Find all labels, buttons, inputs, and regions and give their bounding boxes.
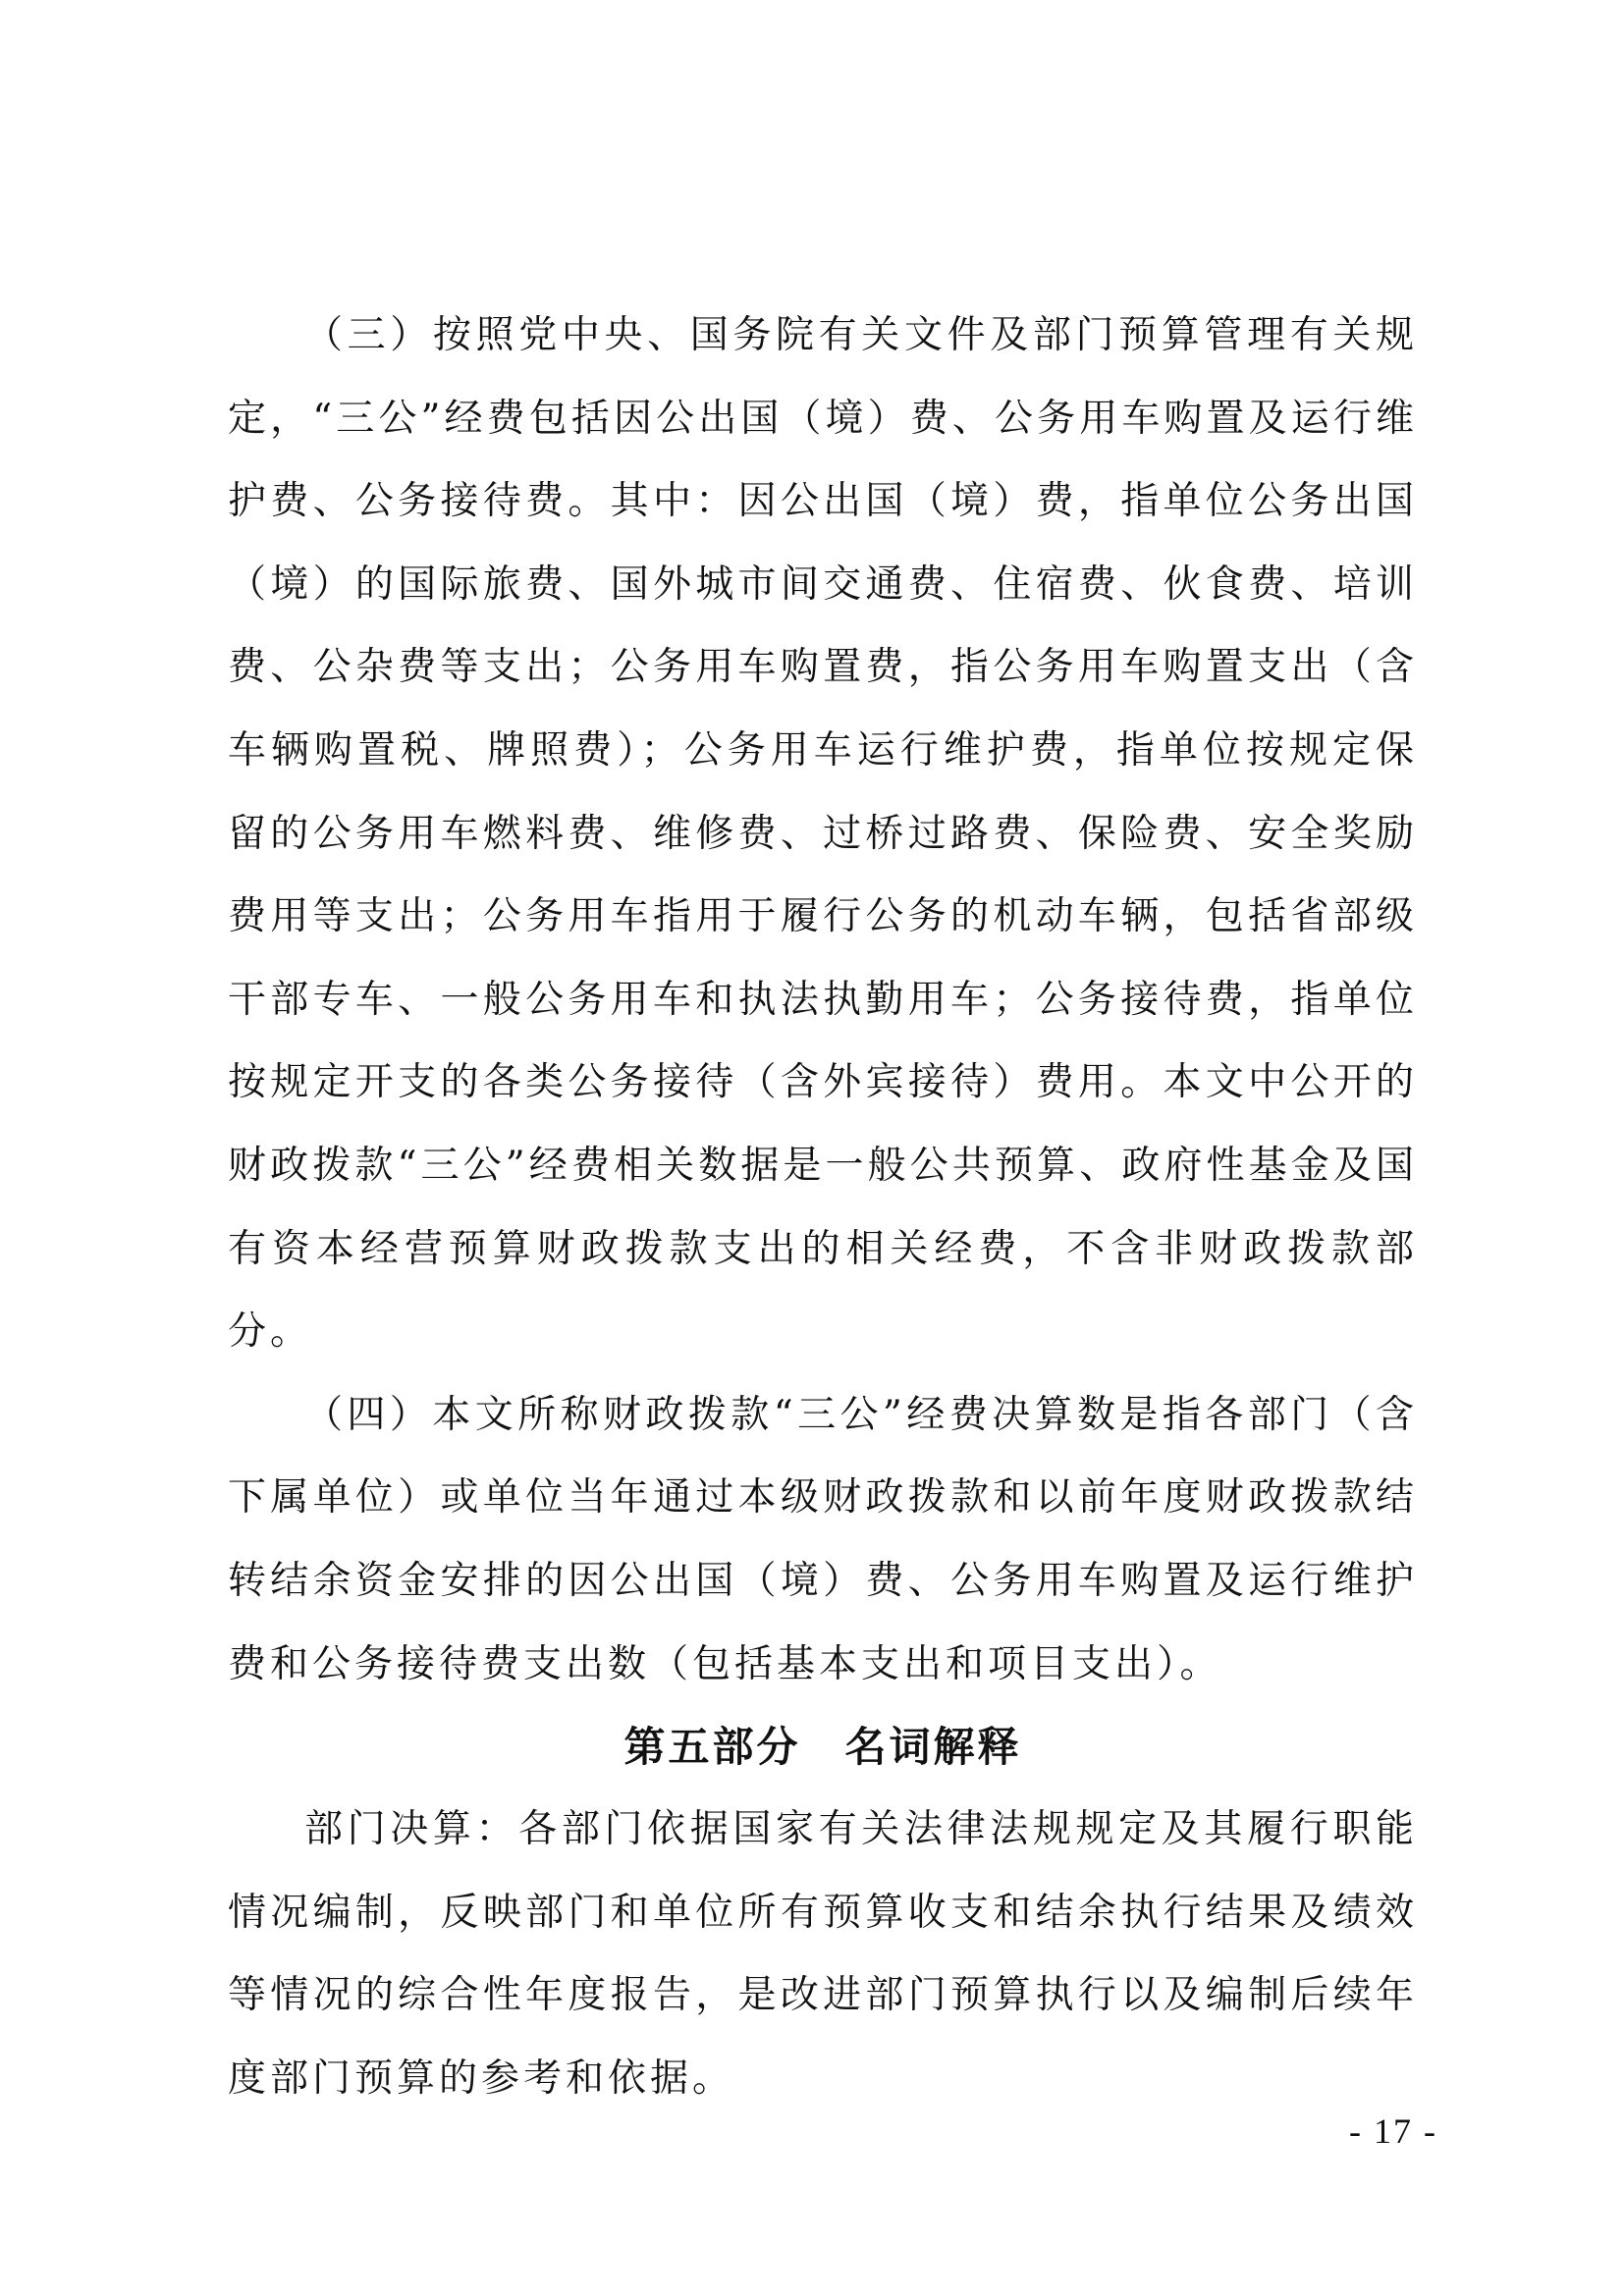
- paragraph-three-public-expenses: （三）按照党中央、国务院有关文件及部门预算管理有关规定，“三公”经费包括因公出国（境）费、公务用车购置及运行维护费、公务接待费。其中：因公出国（境）费，指单位公务出国（境）的国际旅费、国外城市间交通费、住宿费、伙食费、培训费、公杂费等支出；公务用车购置费，指公务用车购置支出（含车辆购置税、牌照费）；公务用车运行维护费，指单位按规定保留的公务用车燃料费、维修费、过桥过路费、保险费、安全奖励费用等支出；公务用车指用于履行公务的机动车辆，包括省部级干部专车、一般公务用车和执法执勤用车；公务接待费，指单位按规定开支的各类公务接待（含外宾接待）费用。本文中公开的财政拨款“三公”经费相关数据是一般公共预算、政府性基金及国有资本经营预算财政拨款支出的相关经费，不含非财政拨款部分。: [228, 313, 1418, 1355]
- page-body: [228, 294, 1418, 2120]
- page-number: - 17 -: [1349, 2111, 1437, 2151]
- paragraph-glossary-departmental-final-accounts: 部门决算：各部门依据国家有关法律法规规定及其履行职能情况编制，反映部门和单位所有预算收支和结余执行结果及绩效等情况的综合性年度报告，是改进部门预算执行以及编制后续年度部门预算的参考和依据。: [228, 1807, 1418, 2101]
- paragraph-final-accounts-definition: （四）本文所称财政拨款“三公”经费决算数是指各部门（含下属单位）或单位当年通过本级财政拨款和以前年度财政拨款结转结余资金安排的因公出国（境）费、公务用车购置及运行维护费和公务接待费支出数（包括基本支出和项目支出）。: [228, 1392, 1418, 1686]
- section-heading: 第五部分 名词解释: [623, 1723, 1022, 1772]
